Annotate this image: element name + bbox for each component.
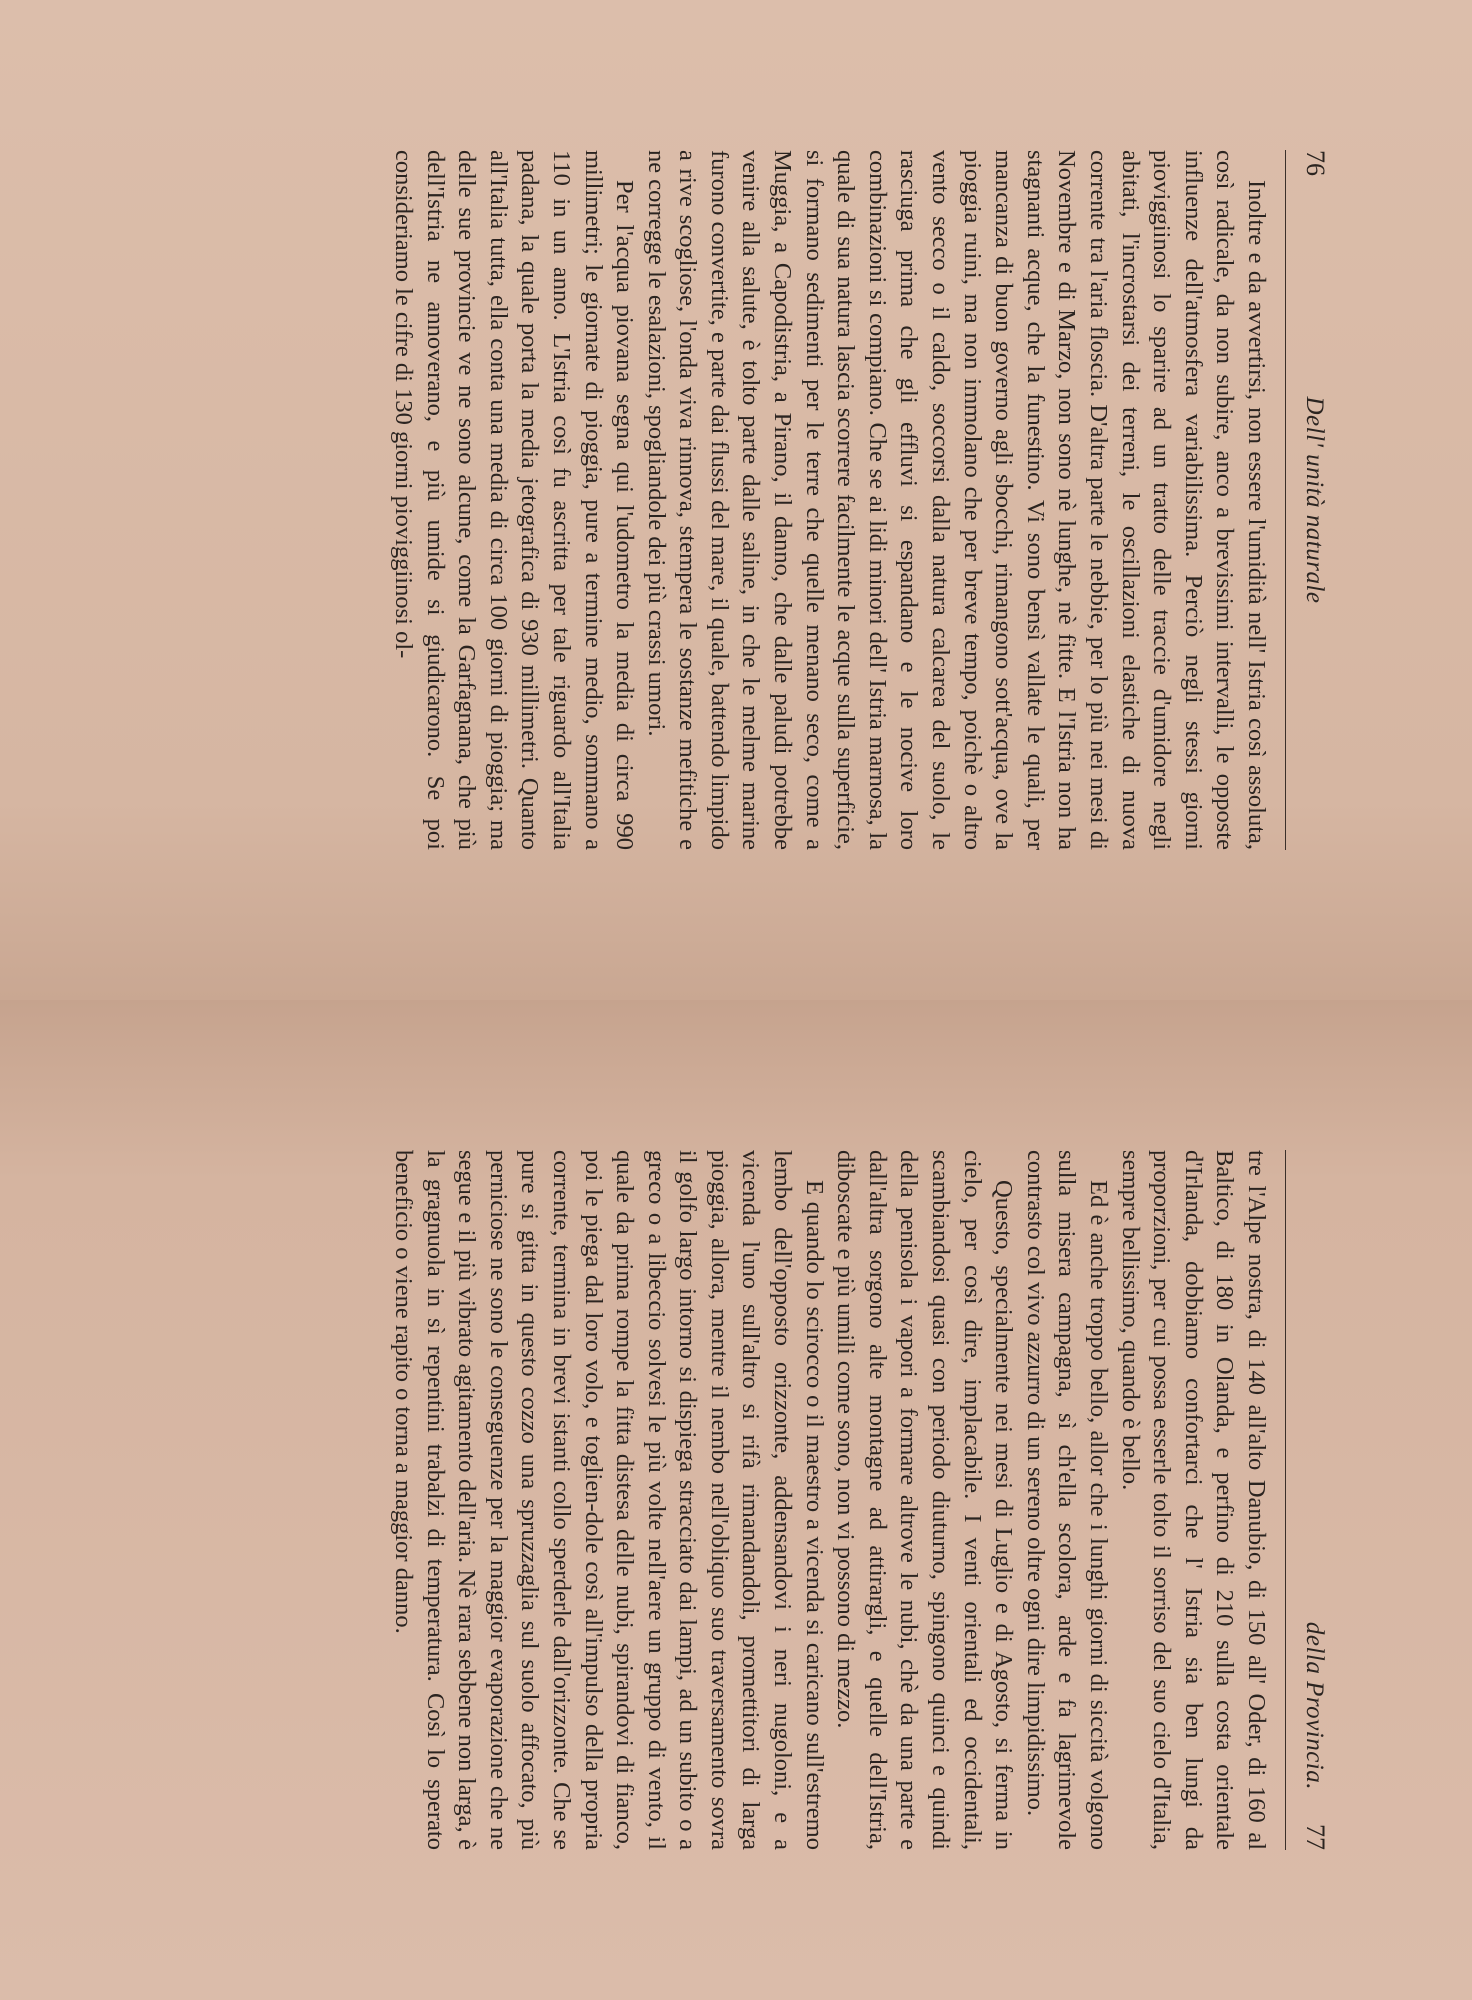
left-body-text bbox=[387, 150, 1272, 850]
right-page bbox=[0, 1000, 1472, 2000]
right-running-head: della Provincia. bbox=[1301, 1621, 1328, 1790]
right-paragraph-1: tre l'Alpe nostra, di 140 all'alto Danubio, di 150 all' Oder, di 160 al Baltico, di 180 in Olanda, e perfino di 210 sulla costa orientale d'Irlanda, dobbiamo confortarci che l' Istria sia ben lungi da proporzioni, per cui possa esserle tolto il sorriso del suo cielo d'Italia, sempre bellissimo, quando è bello. bbox=[1116, 1150, 1270, 1850]
right-header-rule bbox=[1285, 1150, 1286, 1850]
right-body-text bbox=[387, 1150, 1272, 1850]
left-running-head: Dell' unità naturale bbox=[1301, 396, 1328, 604]
right-page-header bbox=[1294, 1150, 1334, 1850]
left-header-rule bbox=[1285, 150, 1286, 850]
left-page-header bbox=[1294, 150, 1334, 850]
left-page-number: 76 bbox=[1301, 150, 1330, 176]
right-page-number: 77 bbox=[1301, 1824, 1330, 1850]
left-paragraph-2: Per l'acqua piovana segna qui l'udometro la media di circa 990 millimetri; le giornate di pioggia, pure a termine medio, sommano a 110 in un anno. L'Istria così fu ascritta per tale riguardo all'Italia padana, la quale porta la media jetografica di 930 millimetri. Quanto all'Italia tutta, ella conta una media di circa 100 giorni di pioggia; ma delle sue provincie ve ne sono alcune, come la Garfagnana, che più dell'Istria ne annoverano, e più umide si giudicarono. Se poi consideriamo le cifre di 130 giorni pioviggiinosi ol- bbox=[389, 150, 639, 850]
right-paragraph-3: Questo, specialmente nei mesi di Luglio e di Agosto, si ferma in cielo, per così dire, implacabile. I venti orientali ed occidentali, scambiandosi quasi con periodo diuturno, spingono quinci e quindi della penisola i vapori a formare altrove le nubi, chè da una parte e dall'altra sorgono alte montagne ad attirargli, e quelle dell'Istria, diboscate e più umili come sono, non vi possono di mezzo. bbox=[832, 1150, 1018, 1850]
left-paragraph-1: Inoltre e da avvertirsi, non essere l'umidità nell' Istria così assoluta, così radicale, da non subire, anco a brevissimi intervalli, le opposte influenze dell'atmosfera variabilissima. Perciò negli stessi giorni pioviggiinosi lo sparire ad un tratto delle traccie d'umidore negli abitati, l'incrostarsi dei terreni, le oscillazioni elastiche di nuova corrente tra l'aria floscia. D'altra parte le nebbie, per lo più nei mesi di Novembre e di Marzo, non sono nè lunghe, nè fitte. E l'Istria non ha stagnanti acque, che la funestino. Vi sono bensì vallate le quali, per mancanza di buon governo agli sbocchi, rimangono sott'acqua, ove la pioggia ruini, ma non immolano che per breve tempo, poichè o altro vento secco o il caldo, soccorsi dalla natura calcarea del suolo, le rasciuga prima che gli effluvi si espandano e le nocive loro combinazioni si compiano. Che se ai lidi minori dell' Istria marnosa, la quale di sua natura lascia scorrere facilmente le acque sulla superficie, si formano sedimenti per le terre che quelle menano seco, come a Muggia, a Capodistria, a Pirano, il danno, che dalle paludi potrebbe venire alla salute, è tolto parte dalle saline, in che le melme marine furono convertite, e parte dai flussi del mare, il quale, battendo limpido a rive scogliose, l'onda viva rinnova, stempera le sostanze mefitiche e ne corregge le esalazioni, spogliandole dei più crassi umori. bbox=[642, 150, 1270, 850]
right-paragraph-2: Ed è anche troppo bello, allor che i lunghi giorni di siccità volgono sulla misera campagna, sì ch'ella scolora, arde e fa lagrimevole contrasto col vivo azzurro di un sereno oltre ogni dire limpidissimo. bbox=[1021, 1150, 1113, 1850]
right-paragraph-4: E quando lo scirocco o il maestro a vicenda si caricano sull'estremo lembo dell'opposto orizzonte, addensandovi i neri nugoloni, e a vicenda l'uno sull'altro si rifà rimandandoli, promettitori di larga pioggia, allora, mentre il nembo nell'obliquo suo traversamento sovra il golfo largo intorno si dispiega stracciato dai lampi, ad un subito o a greco o a libeccio solvesi le più volte nell'aere un gruppo di vento, il quale da prima rompe la fitta distesa delle nubi, spirandovi di fianco, poi le piega dal loro volo, e toglien-dole così all'impulso della propria corrente, termina in brevi istanti collo sperderle dall'orizzonte. Che se pure si gitta in questo cozzo una spruzzaglia sul suolo affocato, più perniciose ne sono le conseguenze per la maggior evaporazione che ne segue e il più vibrato agitamento dell'aria. Nè rara sebbene non larga, è la gragnuola in sì repentini trabalzi di temperatura. Così lo sperato beneficio o viene rapito o torna a maggior danno. bbox=[389, 1150, 828, 1850]
